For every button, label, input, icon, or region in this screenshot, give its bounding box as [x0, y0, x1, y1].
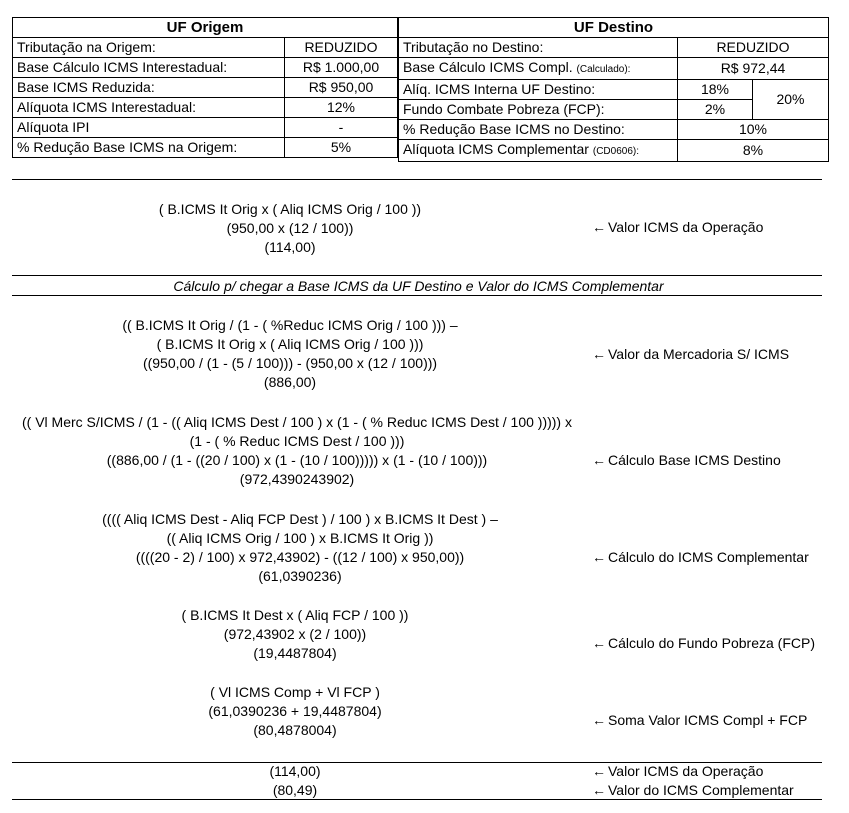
- formula-line: (950,00 x (12 / 100)): [226, 220, 354, 236]
- formula-block: [90, 683, 500, 740]
- result-label-text: Valor ICMS da Operação: [608, 219, 764, 235]
- formula-line: ( B.ICMS It Orig x ( Aliq ICMS Orig / 100 ))): [156, 336, 424, 352]
- origem-value: R$ 950,00: [285, 78, 398, 98]
- destino-value: REDUZIDO: [678, 38, 829, 58]
- origem-value: 5%: [285, 138, 398, 158]
- formula-line: ((((20 - 2) / 100) x 972,43902) - ((12 / 100) x 950,00)): [135, 549, 465, 565]
- arrow-left-icon: ←: [592, 635, 606, 651]
- summary-values: [90, 762, 500, 800]
- origem-label: Base Cálculo ICMS Interestadual:: [13, 58, 285, 78]
- result-label-text: Soma Valor ICMS Compl + FCP: [608, 712, 808, 728]
- destino-label-cell: [399, 58, 678, 80]
- summary-label-text: Valor do ICMS Complementar: [608, 782, 794, 798]
- result-label-text: Valor da Mercadoria S/ ICMS: [608, 346, 790, 362]
- destino-label: Fundo Combate Pobreza (FCP):: [399, 100, 678, 120]
- origem-label: Tributação na Origem:: [13, 38, 285, 58]
- formula-line: ( B.ICMS It Dest x ( Aliq FCP / 100 )): [181, 607, 409, 623]
- summary-label-text: Valor ICMS da Operação: [608, 763, 764, 779]
- summary-label: [592, 762, 763, 781]
- arrow-left-icon: ←: [592, 782, 606, 798]
- destino-value: 18%: [678, 80, 753, 100]
- formula-line: (61,0390236): [258, 568, 342, 584]
- formula-line: (( Vl Merc S/ICMS / (1 - (( Aliq ICMS Dest / 100 ) x (1 - ( % Reduc ICMS Dest / 100 ))))) x: [22, 414, 572, 430]
- destino-label: Tributação no Destino:: [399, 38, 678, 58]
- destino-label-note: (CD0606):: [592, 146, 639, 157]
- destino-label: Alíquota ICMS Complementar: [403, 141, 589, 157]
- divider: [12, 179, 822, 180]
- formula-line: (( Aliq ICMS Orig / 100 ) x B.ICMS It Orig )): [166, 530, 434, 546]
- formula-block: [60, 510, 540, 586]
- origem-value: R$ 1.000,00: [285, 58, 398, 78]
- origem-table: [12, 17, 398, 158]
- destino-header: UF Destino: [399, 18, 829, 38]
- arrow-left-icon: ←: [592, 712, 606, 728]
- divider: [12, 275, 822, 276]
- destino-label: Alíq. ICMS Interna UF Destino:: [399, 80, 678, 100]
- result-label-text: Cálculo do ICMS Complementar: [608, 549, 809, 565]
- origem-label: % Redução Base ICMS na Origem:: [13, 138, 285, 158]
- formula-block: [12, 413, 582, 489]
- formula-line: ( B.ICMS It Orig x ( Aliq ICMS Orig / 100 )): [158, 201, 422, 217]
- formula-line: (886,00): [263, 374, 317, 390]
- result-label-text: Cálculo Base ICMS Destino: [608, 452, 781, 468]
- formula-line: (114,00): [264, 239, 316, 255]
- formula-block: [90, 200, 490, 257]
- destino-label-note: (Calculado):: [576, 64, 631, 75]
- formula-line: ( Vl ICMS Comp + Vl FCP ): [210, 684, 380, 700]
- origem-label: Alíquota IPI: [13, 118, 285, 138]
- formula-line: (1 - ( % Reduc ICMS Dest / 100 ))): [189, 433, 405, 449]
- result-label: [592, 711, 807, 730]
- summary-value: (114,00): [269, 763, 321, 779]
- destino-value: 2%: [678, 100, 753, 120]
- summary-value: (80,49): [272, 782, 318, 798]
- formula-line: (972,4390243902): [239, 471, 355, 487]
- formula-line: (19,4487804): [253, 645, 337, 661]
- destino-label: Base Cálculo ICMS Compl.: [403, 59, 573, 75]
- formula-line: (972,43902 x (2 / 100)): [223, 626, 367, 642]
- formula-line: ((886,00 / (1 - ((20 / 100) x (1 - (10 / 100))))) x (1 - (10 / 100))): [106, 452, 488, 468]
- formula-block: [90, 606, 500, 663]
- destino-value: 10%: [678, 120, 829, 140]
- destino-table: [398, 17, 829, 162]
- result-label: [592, 345, 789, 364]
- result-label: [592, 451, 781, 470]
- destino-combined-rate: 20%: [753, 80, 829, 120]
- formula-block: [60, 316, 520, 392]
- formula-line: (( B.ICMS It Orig / (1 - ( %Reduc ICMS Orig / 100 ))) –: [122, 317, 458, 333]
- arrow-left-icon: ←: [592, 452, 606, 468]
- destino-label: % Redução Base ICMS no Destino:: [399, 120, 678, 140]
- arrow-left-icon: ←: [592, 763, 606, 779]
- result-label: [592, 634, 815, 653]
- formula-line: ((950,00 / (1 - (5 / 100))) - (950,00 x (12 / 100))): [142, 355, 438, 371]
- destino-label-cell: [399, 140, 678, 162]
- origem-value: REDUZIDO: [285, 38, 398, 58]
- origem-header: UF Origem: [13, 18, 398, 38]
- summary-label: [592, 781, 794, 800]
- arrow-left-icon: ←: [592, 346, 606, 362]
- origem-label: Base ICMS Reduzida:: [13, 78, 285, 98]
- arrow-left-icon: ←: [592, 549, 606, 565]
- formula-line: (80,4878004): [253, 722, 337, 738]
- destino-value: 8%: [678, 140, 829, 162]
- origem-label: Alíquota ICMS Interestadual:: [13, 98, 285, 118]
- section-title: Cálculo p/ chegar a Base ICMS da UF Destino e Valor do ICMS Complementar: [173, 278, 664, 294]
- formula-line: (((( Aliq ICMS Dest - Aliq FCP Dest ) / 100 ) x B.ICMS It Dest ) –: [102, 511, 498, 527]
- formula-line: (61,0390236 + 19,4487804): [208, 703, 382, 719]
- result-label-text: Cálculo do Fundo Pobreza (FCP): [608, 635, 815, 651]
- arrow-left-icon: ←: [592, 219, 606, 235]
- origem-value: 12%: [285, 98, 398, 118]
- origem-value: -: [285, 118, 398, 138]
- destino-value: R$ 972,44: [678, 58, 829, 80]
- result-label: [592, 218, 763, 237]
- result-label: [592, 548, 809, 567]
